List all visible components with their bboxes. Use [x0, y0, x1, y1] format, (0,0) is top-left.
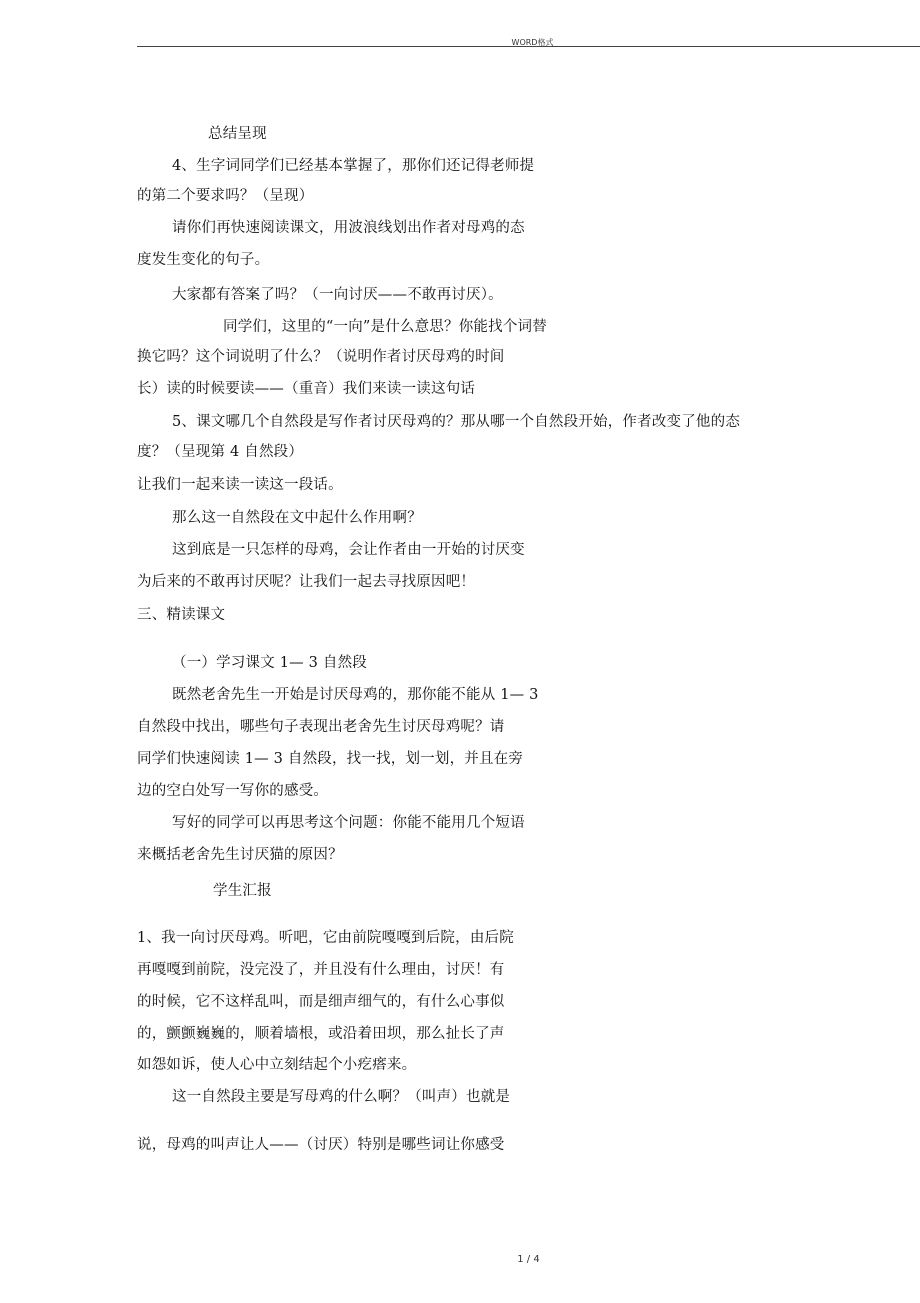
text-line: 让我们一起来读一读这一段话。 — [137, 477, 343, 493]
text-line: 再嘎嘎到前院，没完没了，并且没有什么理由，讨厌！有 — [137, 962, 505, 978]
page-number: 1 / 4 — [517, 1254, 540, 1265]
text-line: 总结呈现 — [208, 126, 267, 142]
text-line: 的时候，它不这样乱叫，而是细声细气的，有什么心事似 — [137, 994, 505, 1010]
header-rule — [137, 46, 920, 47]
text-line: 学生汇报 — [213, 883, 272, 899]
text-line: 既然老舍先生一开始是讨厌母鸡的，那你能不能从 1— 3 — [172, 687, 539, 703]
text-line: 说，母鸡的叫声让人——（讨厌）特别是哪些词让你感受 — [137, 1137, 505, 1153]
text-line: 边的空白处写一写你的感受。 — [137, 783, 329, 799]
page-header: WORD格式 — [511, 38, 554, 47]
text-line: 那么这一自然段在文中起什么作用啊？ — [172, 510, 422, 526]
text-line: 如怨如诉，使人心中立刻结起个小疙瘩来。 — [137, 1057, 417, 1073]
text-line: 大家都有答案了吗？（一向讨厌——不敢再讨厌）。 — [172, 287, 503, 303]
text-line: 4、生字词同学们已经基本掌握了，那你们还记得老师提 — [172, 158, 535, 174]
text-line: 同学们快速阅读 1— 3 自然段，找一找，划一划，并且在旁 — [137, 751, 524, 767]
text-line: 请你们再快速阅读课文，用波浪线划出作者对母鸡的态 — [172, 220, 525, 236]
text-line: 自然段中找出，哪些句子表现出老舍先生讨厌母鸡呢？请 — [137, 719, 505, 735]
text-line: 为后来的不敢再讨厌呢？让我们一起去寻找原因吧！ — [137, 574, 476, 590]
text-line: 5、课文哪几个自然段是写作者讨厌母鸡的？那从哪一个自然段开始，作者改变了他的态 — [172, 414, 741, 430]
text-line: 这到底是一只怎样的母鸡，会让作者由一开始的讨厌变 — [172, 542, 525, 558]
text-line: 同学们，这里的“一向”是什么意思？你能找个词替 — [223, 319, 547, 335]
section-heading: 三、精读课文 — [137, 607, 226, 623]
text-line: 长）读的时候要读——（重音）我们来读一读这句话 — [137, 381, 476, 397]
text-line: 1、我一向讨厌母鸡。听吧，它由前院嘎嘎到后院，由后院 — [137, 930, 514, 946]
subsection-heading: （一）学习课文 1— 3 自然段 — [172, 655, 367, 671]
text-line: 换它吗？这个词说明了什么？（说明作者讨厌母鸡的时间 — [137, 349, 505, 365]
text-line: 来概括老舍先生讨厌猫的原因？ — [137, 847, 343, 863]
text-line: 写好的同学可以再思考这个问题：你能不能用几个短语 — [172, 815, 525, 831]
text-line: 的，颤颤巍巍的，顺着墙根，或沿着田坝，那么扯长了声 — [137, 1026, 505, 1042]
text-line: 度发生变化的句子。 — [137, 252, 270, 268]
text-line: 度？（呈现第 4 自然段） — [137, 444, 304, 460]
text-line: 的第二个要求吗？（呈现） — [137, 188, 314, 204]
text-line: 这一自然段主要是写母鸡的什么啊？（叫声）也就是 — [172, 1089, 511, 1105]
